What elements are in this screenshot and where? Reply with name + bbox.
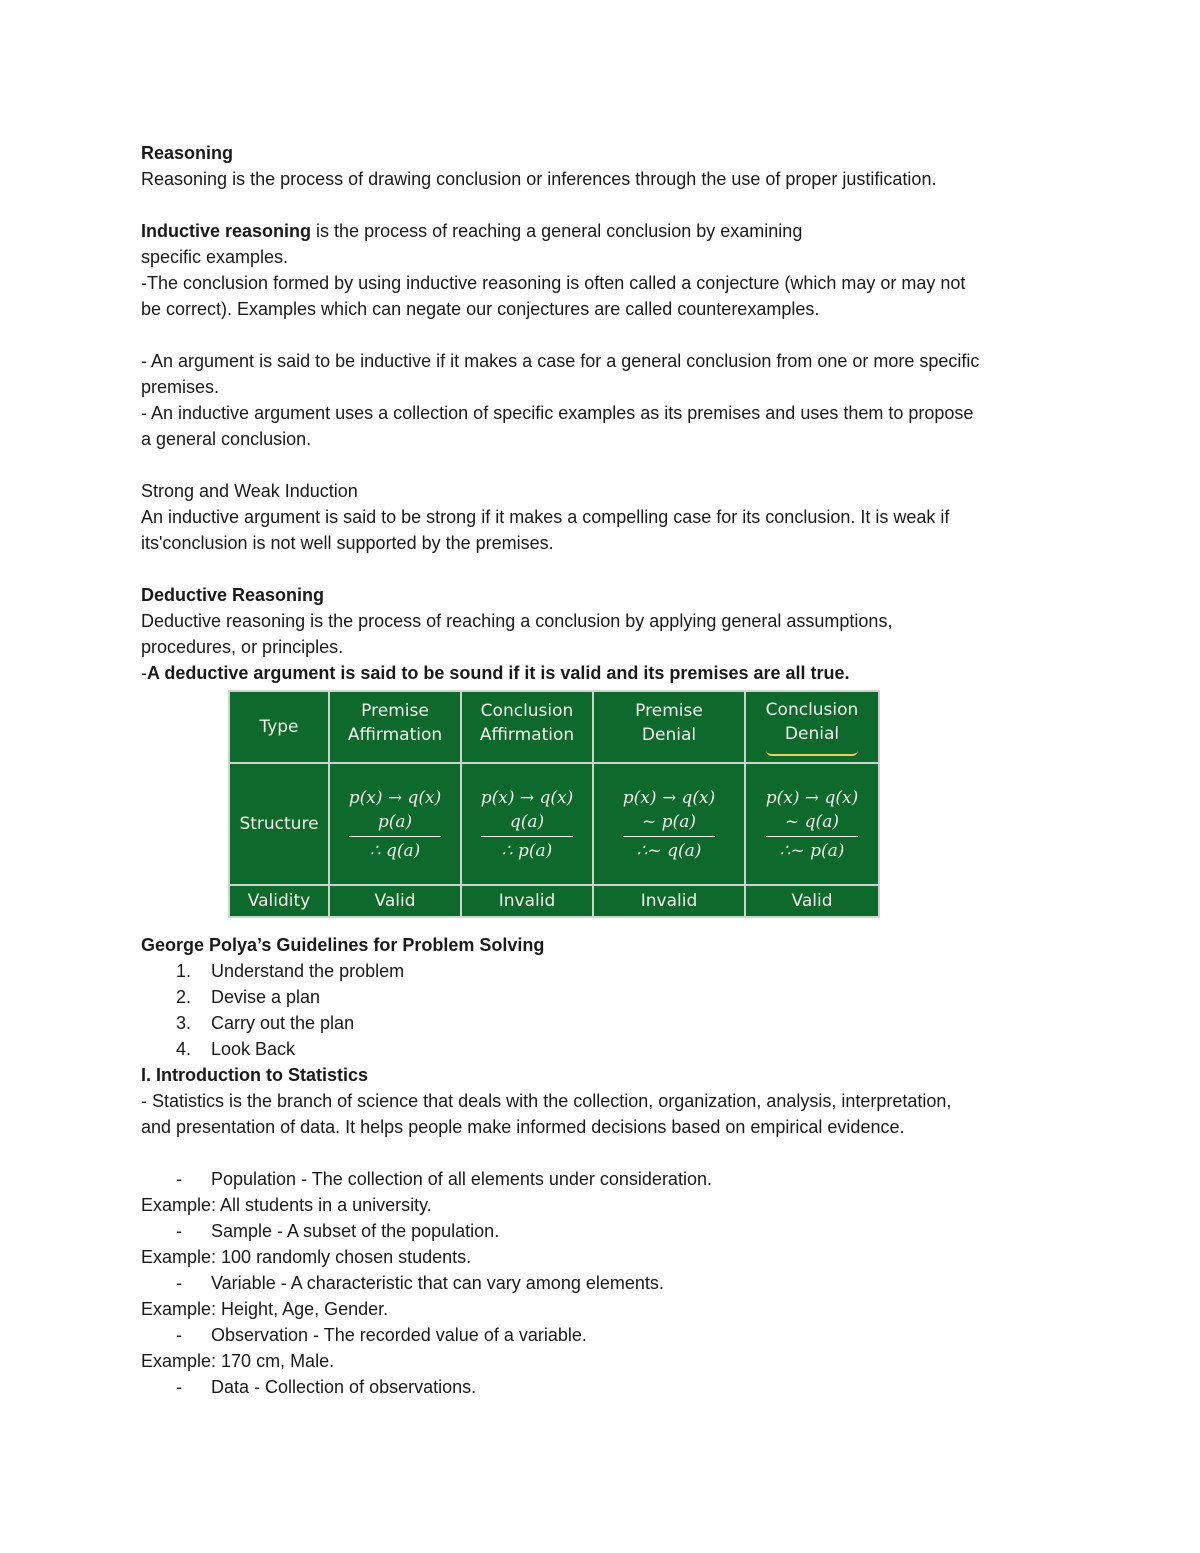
term-example: Example: 100 randomly chosen students. xyxy=(141,1247,472,1267)
term-item xyxy=(141,1270,1071,1296)
list-item xyxy=(141,1036,1071,1062)
term-item xyxy=(141,1218,1071,1244)
header-conclusion-denial xyxy=(745,691,879,763)
header-premise-denial xyxy=(593,691,745,763)
term-text: Population - The collection of all elements under consideration. xyxy=(211,1169,712,1189)
premise-2: ~ q(a) xyxy=(766,810,859,837)
structure-cell xyxy=(461,763,593,885)
table-row xyxy=(229,885,879,917)
sound-argument-line xyxy=(141,660,1071,686)
inductive-term: Inductive reasoning xyxy=(141,221,312,241)
conclusion: ∴ p(a) xyxy=(501,840,553,861)
statistics-heading: I. Introduction to Statistics xyxy=(141,1065,369,1085)
list-number: 3. xyxy=(176,1013,192,1033)
term-text: Variable - A characteristic that can vary among elements. xyxy=(211,1273,664,1293)
premise-1: p(x) → q(x) xyxy=(348,787,442,808)
header-line: Conclusion xyxy=(480,701,574,721)
term-item xyxy=(141,1374,1071,1400)
strong-weak-line2: its'conclusion is not well supported by the premises. xyxy=(141,533,554,553)
dash-bullet: - xyxy=(176,1273,182,1293)
list-text: Look Back xyxy=(211,1039,296,1059)
premise-1: p(x) → q(x) xyxy=(622,787,716,808)
validity-label: Validity xyxy=(229,885,329,917)
dash-bullet: - xyxy=(176,1169,182,1189)
header-premise-affirmation xyxy=(329,691,461,763)
dash-bullet: - xyxy=(176,1221,182,1241)
list-text: Carry out the plan xyxy=(211,1013,355,1033)
inductive-definition xyxy=(141,218,1071,244)
list-item xyxy=(141,984,1071,1010)
polya-heading: George Polya’s Guidelines for Problem Solving xyxy=(141,935,545,955)
collection-line1: - An inductive argument uses a collection of specific examples as its premises and uses them to propose xyxy=(141,403,974,423)
sound-text: A deductive argument is said to be sound if it is valid and its premises are all true. xyxy=(147,663,850,683)
premise-1: p(x) → q(x) xyxy=(480,787,574,808)
term-item xyxy=(141,1322,1071,1348)
collection-line2: a general conclusion. xyxy=(141,429,312,449)
header-conclusion-affirmation xyxy=(461,691,593,763)
header-line: Affirmation xyxy=(347,725,443,745)
conclusion: ∴~ p(a) xyxy=(779,840,845,861)
strong-weak-heading: Strong and Weak Induction xyxy=(141,481,358,501)
polya-steps xyxy=(141,958,1071,1062)
term-item xyxy=(141,1166,1071,1192)
term-text: Observation - The recorded value of a variable. xyxy=(211,1325,587,1345)
sound-prefix: - xyxy=(141,663,147,683)
structure-cell xyxy=(593,763,745,885)
type-label: Type xyxy=(229,691,329,763)
deductive-heading: Deductive Reasoning xyxy=(141,585,325,605)
term-example: Example: All students in a university. xyxy=(141,1195,432,1215)
validity-cell: Invalid xyxy=(461,885,593,917)
reasoning-heading: Reasoning xyxy=(141,143,234,163)
statistics-line1: - Statistics is the branch of science that deals with the collection, organization, analysis, interpretation, xyxy=(141,1091,952,1111)
term-example: Example: Height, Age, Gender. xyxy=(141,1299,389,1319)
dash-bullet: - xyxy=(176,1325,182,1345)
deductive-line2: procedures, or principles. xyxy=(141,637,344,657)
structure-cell xyxy=(329,763,461,885)
premise-2: ~ p(a) xyxy=(623,810,716,837)
validity-cell: Valid xyxy=(745,885,879,917)
list-item xyxy=(141,958,1071,984)
list-text: Devise a plan xyxy=(211,987,321,1007)
syllogism-table xyxy=(228,690,880,918)
conjecture-line2: be correct). Examples which can negate our conjectures are called counterexamples. xyxy=(141,299,820,319)
header-line: Denial xyxy=(784,724,840,744)
list-number: 2. xyxy=(176,987,192,1007)
header-line: Premise xyxy=(635,701,703,721)
list-number: 1. xyxy=(176,961,192,981)
premise-2: q(a) xyxy=(481,810,574,837)
header-line: Premise xyxy=(361,701,429,721)
argument-line1: - An argument is said to be inductive if it makes a case for a general conclusion from one or more specific xyxy=(141,351,980,371)
header-line: Denial xyxy=(641,725,697,745)
header-line: Conclusion xyxy=(765,700,859,720)
list-number: 4. xyxy=(176,1039,192,1059)
premise-1: p(x) → q(x) xyxy=(765,787,859,808)
premise-2: p(a) xyxy=(349,810,442,837)
conclusion: ∴~ q(a) xyxy=(636,840,702,861)
conclusion: ∴ q(a) xyxy=(369,840,421,861)
list-text: Understand the problem xyxy=(211,961,405,981)
highlight-underline xyxy=(766,750,858,756)
conjecture-line1: -The conclusion formed by using inductive reasoning is often called a conjecture (which may or may not xyxy=(141,273,966,293)
dash-bullet: - xyxy=(176,1377,182,1397)
term-text: Sample - A subset of the population. xyxy=(211,1221,500,1241)
table-row xyxy=(229,691,879,763)
document-body xyxy=(141,140,1071,1400)
term-text: Data - Collection of observations. xyxy=(211,1377,477,1397)
validity-cell: Valid xyxy=(329,885,461,917)
strong-weak-line1: An inductive argument is said to be strong if it makes a compelling case for its conclusion. It is weak if xyxy=(141,507,950,527)
list-item xyxy=(141,1010,1071,1036)
argument-line2: premises. xyxy=(141,377,220,397)
structure-cell xyxy=(745,763,879,885)
structure-label: Structure xyxy=(229,763,329,885)
inductive-definition-line2: specific examples. xyxy=(141,247,289,267)
header-line: Affirmation xyxy=(479,725,575,745)
reasoning-definition: Reasoning is the process of drawing conclusion or inferences through the use of proper justification. xyxy=(141,169,937,189)
validity-cell: Invalid xyxy=(593,885,745,917)
inductive-definition-text: is the process of reaching a general conclusion by examining xyxy=(311,221,803,241)
statistics-line2: and presentation of data. It helps people make informed decisions based on empirical evidence. xyxy=(141,1117,905,1137)
table-row xyxy=(229,763,879,885)
term-example: Example: 170 cm, Male. xyxy=(141,1351,335,1371)
deductive-line1: Deductive reasoning is the process of reaching a conclusion by applying general assumptions, xyxy=(141,611,893,631)
